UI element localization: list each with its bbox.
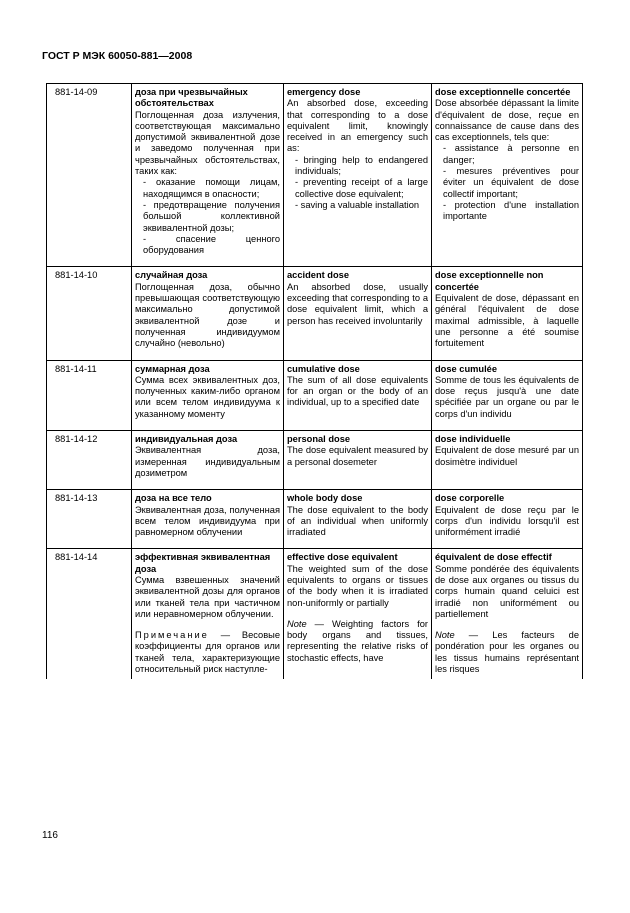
term-number: 881-14-12 xyxy=(47,431,132,490)
list-item: - protection d'une installation importante xyxy=(443,199,579,222)
term-number: 881-14-10 xyxy=(47,267,132,360)
term-title: dose exceptionnelle concertée xyxy=(435,87,571,97)
term-title: personal dose xyxy=(287,434,351,445)
term-definition: Equivalent de dose, dépassant en général l'équivalent de dose maximal admissible, à laquelle une personne a été soumise fortuitement xyxy=(435,293,579,349)
list-item: - bringing help to endangered individuals; xyxy=(295,154,428,177)
term-title: суммарная доза xyxy=(135,363,210,374)
term-definition: Equivalent de dose mesuré par un dosimètre individuel xyxy=(435,445,579,467)
table-row xyxy=(47,490,583,549)
term-number: 881-14-11 xyxy=(47,360,132,430)
term-title: случайная доза xyxy=(135,270,208,281)
french-entry xyxy=(432,84,583,267)
list-item: - preventing receipt of a large collective dose equivalent; xyxy=(295,177,428,199)
note-paragraph xyxy=(135,630,280,675)
note-paragraph xyxy=(287,619,428,664)
note-text: — Weighting factors for body organs and tissues, representing the relative risks of stochastic effects, have xyxy=(287,618,428,663)
term-title: équivalent de dose effectif xyxy=(435,552,552,563)
page-number: 116 xyxy=(42,830,58,841)
term-title: effective dose equivalent xyxy=(287,552,398,563)
note-text: — Les facteurs de pondération pour les organes ou les tissus humains représentant les risques xyxy=(435,630,579,675)
term-definition: Поглощенная доза излучения, соответствующая максимально допустимой эквивалентной дозе и заведомо полученная при чрезвычайных обстоятельствах, таких как: xyxy=(135,109,280,177)
russian-entry xyxy=(132,84,284,267)
english-entry xyxy=(284,490,432,549)
list-item: - предотвращение получения большой коллективной эквивалентной дозы; xyxy=(143,199,280,233)
table-row xyxy=(47,431,583,490)
list-item: - saving a valuable installation xyxy=(295,199,420,210)
term-definition: Equivalent de dose reçu par le corps d'un individu lorsqu'il est uniformément irradié xyxy=(435,504,579,538)
term-number: 881-14-14 xyxy=(47,549,132,679)
term-definition: Эквивалентная доза, измеренная индивидуальным дозиметром xyxy=(135,445,280,478)
french-entry xyxy=(432,360,583,430)
note-text: — Весовые коэффициенты для органов или тканей тела, характеризующие относительный риск наступле- xyxy=(135,630,280,675)
term-title: доза при чрезвычайных обстоятельствах xyxy=(135,87,248,109)
term-definition: The weighted sum of the dose equivalents to organs or tissues of the body when it is irradiated non-uniformly or partially xyxy=(287,563,428,608)
russian-entry xyxy=(132,490,284,549)
term-definition: The sum of all dose equivalents for an organ or the body of an individual, up to a specified date xyxy=(287,374,428,408)
term-title: whole body dose xyxy=(287,493,363,504)
list-item: - оказание помощи лицам, находящимся в опасности; xyxy=(143,177,280,199)
english-entry xyxy=(284,267,432,360)
list-item: - спасение ценного оборудования xyxy=(143,233,280,256)
term-title: доза на все тело xyxy=(135,493,212,504)
term-definition: Somme pondérée des équivalents de dose aux organes ou tissus du corps humain quand celuici est irradié non uniformément ou partiellement xyxy=(435,563,579,619)
english-entry xyxy=(284,431,432,490)
french-entry xyxy=(432,431,583,490)
english-entry xyxy=(284,360,432,430)
term-definition: An absorbed dose, exceeding that corresponding to a dose equivalent limit, knowingly received in an emergency such as: xyxy=(287,98,428,154)
french-entry xyxy=(432,490,583,549)
russian-entry xyxy=(132,549,284,679)
term-title: dose corporelle xyxy=(435,493,505,504)
list-item: - assistance à personne en danger; xyxy=(443,143,579,165)
term-title: индивидуальная доза xyxy=(135,434,238,445)
note-label: Примечание xyxy=(135,630,209,641)
term-title: dose cumulée xyxy=(435,363,498,374)
term-title: эффективная эквивалентная доза xyxy=(135,552,271,574)
english-entry xyxy=(284,549,432,679)
french-entry xyxy=(432,549,583,679)
note-label: Note xyxy=(435,630,455,641)
term-title: dose exceptionnelle non concertée xyxy=(435,270,544,292)
list-item: - mesures préventives pour éviter un équivalent de dose collectif important; xyxy=(443,166,579,199)
term-definition: The dose equivalent measured by a personal dosemeter xyxy=(287,445,428,467)
french-entry xyxy=(432,267,583,360)
term-number: 881-14-09 xyxy=(47,84,132,267)
term-definition: Somme de tous les équivalents de dose reçus jusqu'à une date spécifiée par un organe ou par le corps d'un individu xyxy=(435,374,579,419)
term-definition: Сумма всех эквивалентных доз, полученных каким-либо органом или всем телом индивидуума к указанному моменту xyxy=(135,374,280,419)
table-row xyxy=(47,360,583,430)
term-definition: An absorbed dose, usually exceeding that corresponding to a dose equivalent limit, which a person has received involuntarily xyxy=(287,281,428,326)
term-title: accident dose xyxy=(287,270,350,281)
table-row xyxy=(47,549,583,679)
term-title: cumulative dose xyxy=(287,363,360,374)
term-title: emergency dose xyxy=(287,87,361,97)
term-definition: Эквивалентная доза, полученная всем телом индивидуума при равномерном облучении xyxy=(135,504,280,538)
term-definition: Dose absorbée dépassant la limite d'équivalent de dose, reçue en connaissance de cause dans des cas exceptionnels, tels que: xyxy=(435,98,579,143)
terms-table xyxy=(46,83,583,679)
term-title: dose individuelle xyxy=(435,434,511,445)
english-entry xyxy=(284,84,432,267)
table-row xyxy=(47,267,583,360)
table-row xyxy=(47,84,583,267)
term-definition: Сумма взвешенных значений эквивалентной дозы для органов или тканей тела при частичном или неравномерном облучении. xyxy=(135,574,280,619)
term-number: 881-14-13 xyxy=(47,490,132,549)
russian-entry xyxy=(132,267,284,360)
term-definition: Поглощенная доза, обычно превышающая соответствующую максимально допустимой эквивалентной дозе и полученная индивидуумом случайно (невольно) xyxy=(135,281,280,349)
russian-entry xyxy=(132,360,284,430)
note-label: Note xyxy=(287,618,307,629)
russian-entry xyxy=(132,431,284,490)
running-header: ГОСТ Р МЭК 60050-881—2008 xyxy=(42,50,193,62)
term-definition: The dose equivalent to the body of an individual when uniformly irradiated xyxy=(287,504,428,538)
note-paragraph xyxy=(435,630,579,675)
